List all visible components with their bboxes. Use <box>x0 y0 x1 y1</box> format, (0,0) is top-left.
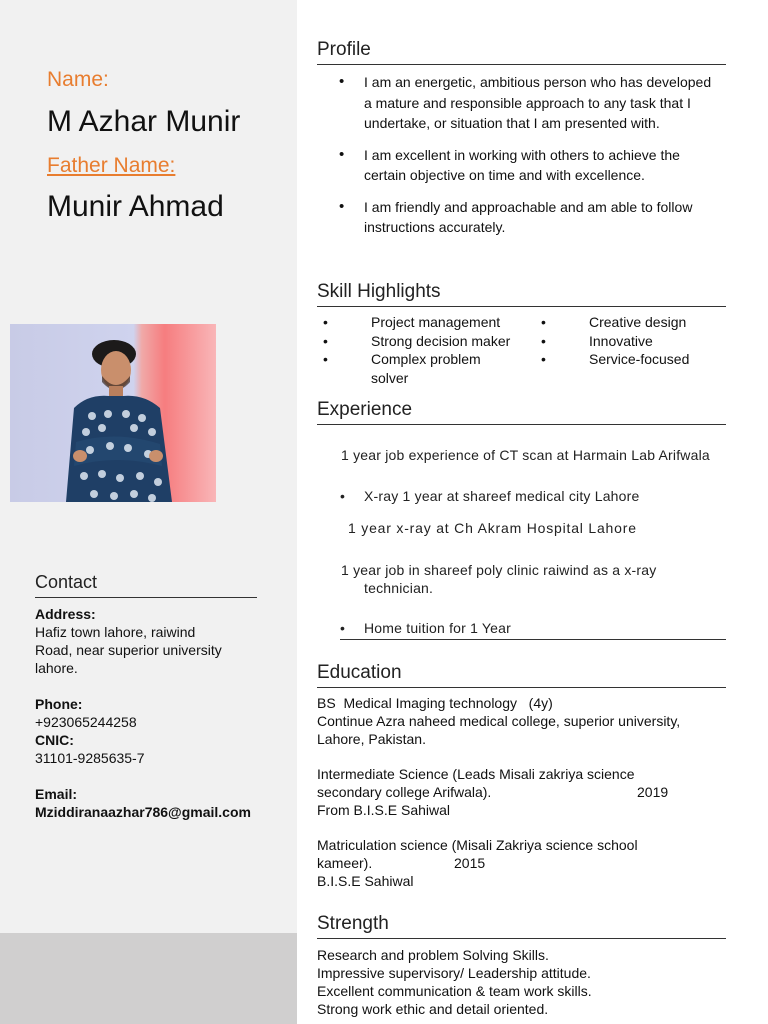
strength-line: Impressive supervisory/ Leadership attitude. <box>317 965 591 981</box>
contact-title: Contact <box>35 572 98 592</box>
person-illustration <box>10 324 216 502</box>
name-label: Name: <box>47 68 109 91</box>
experience-item: 1 year job experience of CT scan at Harmain Lab Arifwala <box>341 447 710 463</box>
skill-item: • Strong decision maker <box>347 332 537 351</box>
skill-item: • Project management <box>347 313 537 332</box>
skills-column-2 <box>565 313 725 369</box>
experience-item: • Home tuition for 1 Year <box>364 620 511 636</box>
phone-label: Phone: <box>35 696 83 712</box>
experience-item: • X-ray 1 year at shareef medical city Lahore <box>364 488 640 504</box>
experience-end-divider <box>340 639 726 640</box>
strength-line: Research and problem Solving Skills. <box>317 947 549 963</box>
education-divider <box>317 687 726 688</box>
experience-item: 1 year x-ray at Ch Akram Hospital Lahore <box>348 520 637 536</box>
address-label: Address: <box>35 606 96 622</box>
name-value: M Azhar Munir <box>47 105 241 138</box>
profile-item: • I am excellent in working with others to achieve the certain objective on time and with excellence. <box>317 145 717 186</box>
cnic-label: CNIC: <box>35 732 74 748</box>
strength-block <box>317 946 726 1018</box>
address-line: lahore. <box>35 660 78 676</box>
experience-item: 1 year job in shareef poly clinic raiwind as a x-ray <box>341 562 657 578</box>
cnic-value: 31101-9285635-7 <box>35 750 145 766</box>
education-line: secondary college Arifwala). <box>317 784 492 800</box>
education-year: 2015 <box>454 855 486 871</box>
address-line: Road, near superior university <box>35 642 222 658</box>
profile-divider <box>317 64 726 65</box>
education-line: Lahore, Pakistan. <box>317 731 426 747</box>
address-line: Hafiz town lahore, raiwind <box>35 624 196 640</box>
education-row <box>317 854 726 872</box>
education-line: Intermediate Science (Leads Misali zakriya science <box>317 766 635 782</box>
education-block <box>317 694 726 890</box>
strength-divider <box>317 938 726 939</box>
experience-item: technician. <box>364 580 434 596</box>
skills-divider <box>317 306 726 307</box>
profile-title: Profile <box>317 39 371 60</box>
profile-item: • I am friendly and approachable and am able to follow instructions accurately. <box>317 197 717 238</box>
education-line: From B.I.S.E Sahiwal <box>317 802 451 818</box>
strength-line: Excellent communication & team work skills. <box>317 983 592 999</box>
skill-item: • Complex problem solver <box>347 350 501 387</box>
contact-block <box>35 605 257 821</box>
strength-title: Strength <box>317 913 389 934</box>
father-name-label: Father Name: <box>47 154 176 177</box>
skill-item: • Creative design <box>565 313 725 332</box>
education-line: B.I.S.E Sahiwal <box>317 873 414 889</box>
email-label: Email: <box>35 786 78 802</box>
education-line: Matriculation science (Misali Zakriya science school <box>317 837 638 853</box>
education-line: kameer). <box>317 855 373 871</box>
email-value: Mziddiranaazhar786@gmail.com <box>35 804 251 820</box>
father-name-value: Munir Ahmad <box>47 190 224 223</box>
education-title: Education <box>317 662 402 683</box>
profile-item: • I am an energetic, ambitious person who has developed a mature and responsible approach to any task that I undertake, or situation that I am presented with. <box>317 72 717 134</box>
skills-column-1 <box>347 313 537 387</box>
phone-value: +923065244258 <box>35 714 137 730</box>
education-year: 2019 <box>637 784 669 800</box>
education-line: BS Medical Imaging technology (4y) <box>317 695 553 711</box>
experience-divider <box>317 424 726 425</box>
experience-title: Experience <box>317 399 413 420</box>
left-bottom-bar <box>0 933 297 1024</box>
profile-list <box>317 72 717 249</box>
skill-item: • Service-focused <box>565 350 725 369</box>
skill-item: • Innovative <box>565 332 725 351</box>
education-line: Continue Azra naheed medical college, superior university, <box>317 713 681 729</box>
contact-divider <box>35 597 257 598</box>
skills-title: Skill Highlights <box>317 281 441 302</box>
profile-photo <box>10 324 216 502</box>
strength-line: Strong work ethic and detail oriented. <box>317 1001 549 1017</box>
education-row <box>317 783 726 801</box>
